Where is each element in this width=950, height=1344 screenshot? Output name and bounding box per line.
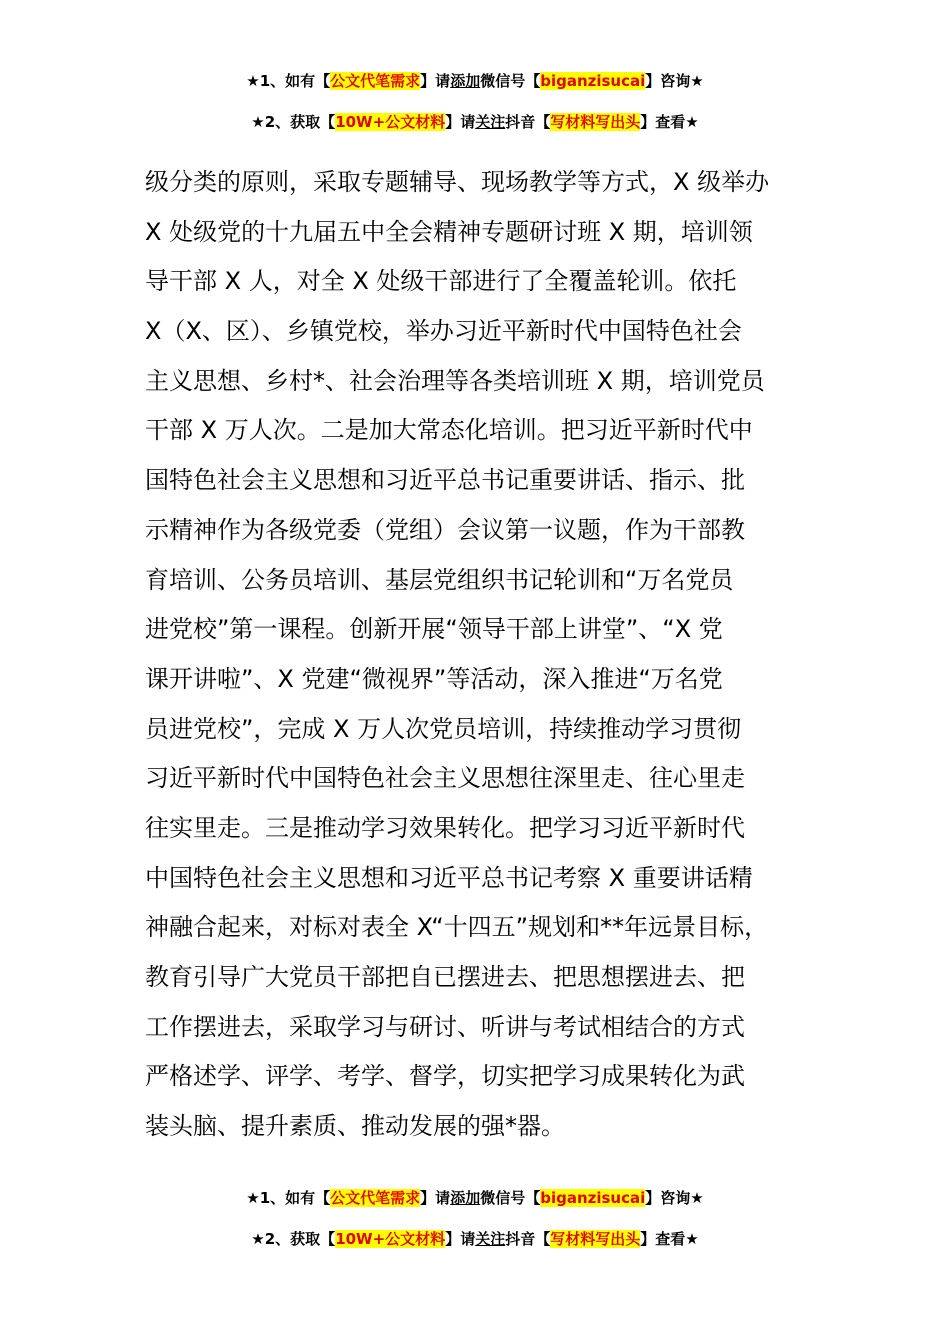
body-line: 往实里走。三是推动学习效果转化。把学习习近平新时代 bbox=[145, 813, 745, 842]
promo-text: 】请 bbox=[420, 1189, 451, 1207]
document-body bbox=[145, 158, 845, 1152]
promo-line-1 bbox=[0, 68, 950, 94]
body-line: 习近平新时代中国特色社会主义思想往深里走、往心里走 bbox=[145, 764, 745, 793]
promo-text: 】请 bbox=[445, 1230, 476, 1248]
promo-text: 】咨询★ bbox=[645, 1189, 704, 1207]
body-line: 导干部 X 人，对全 X 处级干部进行了全覆盖轮训。依托 bbox=[145, 267, 737, 296]
promo-text: 抖音【 bbox=[505, 113, 551, 131]
promo-text: ★1、如有【 bbox=[246, 72, 331, 90]
promo-text: 抖音【 bbox=[505, 1230, 551, 1248]
promo-line-2 bbox=[0, 109, 950, 135]
body-line: 国特色社会主义思想和习近平总书记重要讲话、指示、批 bbox=[145, 466, 745, 495]
promo-text: 】查看★ bbox=[640, 113, 699, 131]
body-line: 主义思想、乡村*、社会治理等各类培训班 X 期，培训党员 bbox=[145, 366, 765, 395]
body-line: 育培训、公务员培训、基层党组织书记轮训和“万名党员 bbox=[145, 565, 734, 594]
promo-highlight: biganzisucai bbox=[540, 72, 646, 90]
promo-emphasis: 关注 bbox=[475, 113, 506, 131]
promo-highlight: 公文代笔需求 bbox=[330, 72, 421, 90]
promo-text: 】咨询★ bbox=[645, 72, 704, 90]
promo-emphasis: 关注 bbox=[475, 1230, 506, 1248]
promo-highlight: 10W+公文材料 bbox=[335, 1230, 446, 1248]
promo-highlight: 写材料写出头 bbox=[550, 1230, 641, 1248]
body-line: 干部 X 万人次。二是加大常态化培训。把习近平新时代中 bbox=[145, 416, 753, 445]
promo-emphasis: 添加 bbox=[450, 72, 481, 90]
promo-highlight: 公文代笔需求 bbox=[330, 1189, 421, 1207]
footer-promo-banner bbox=[0, 1185, 950, 1252]
promo-highlight: 写材料写出头 bbox=[550, 113, 641, 131]
promo-line-2 bbox=[0, 1226, 950, 1252]
body-line: 神融合起来，对标对表全 X“十四五”规划和**年远景目标， bbox=[145, 913, 769, 942]
body-line: 装头脑、提升素质、推动发展的强*器。 bbox=[145, 1112, 565, 1141]
body-line: 严格述学、评学、考学、督学，切实把学习成果转化为武 bbox=[145, 1062, 745, 1091]
body-line: 级分类的原则，采取专题辅导、现场教学等方式，X 级举办 bbox=[145, 168, 770, 196]
promo-text: ★2、获取【 bbox=[251, 113, 336, 131]
promo-text: ★1、如有【 bbox=[246, 1189, 331, 1207]
promo-text: 】请 bbox=[420, 72, 451, 90]
body-line: 教育引导广大党员干部把自已摆进去、把思想摆进去、把 bbox=[145, 963, 745, 991]
body-line: X（X、区）、乡镇党校，举办习近平新时代中国特色社会 bbox=[145, 317, 742, 346]
body-line: 示精神作为各级党委（党组）会议第一议题，作为干部教 bbox=[145, 515, 745, 544]
promo-text: 微信号【 bbox=[480, 1189, 541, 1207]
promo-line-1 bbox=[0, 1185, 950, 1211]
body-line: 进党校”第一课程。创新开展“领导干部上讲堂”、“X 党 bbox=[145, 615, 723, 644]
body-line: 中国特色社会主义思想和习近平总书记考察 X 重要讲话精 bbox=[145, 863, 753, 892]
promo-emphasis: 添加 bbox=[450, 1189, 481, 1207]
header-promo-banner bbox=[0, 68, 950, 135]
promo-text: ★2、获取【 bbox=[251, 1230, 336, 1248]
body-line: 工作摆进去，采取学习与研讨、听讲与考试相结合的方式 bbox=[145, 1012, 745, 1041]
body-line: 课开讲啦”、X 党建“微视界”等活动，深入推进“万名党 bbox=[145, 664, 723, 693]
promo-text: 微信号【 bbox=[480, 72, 541, 90]
promo-highlight: 10W+公文材料 bbox=[335, 113, 446, 131]
body-line: X 处级党的十九届五中全会精神专题研讨班 X 期，培训领 bbox=[145, 217, 753, 246]
promo-highlight: biganzisucai bbox=[540, 1189, 646, 1207]
promo-text: 】请 bbox=[445, 113, 476, 131]
body-line: 员进党校”，完成 X 万人次党员培训，持续推动学习贯彻 bbox=[145, 714, 742, 743]
promo-text: 】查看★ bbox=[640, 1230, 699, 1248]
